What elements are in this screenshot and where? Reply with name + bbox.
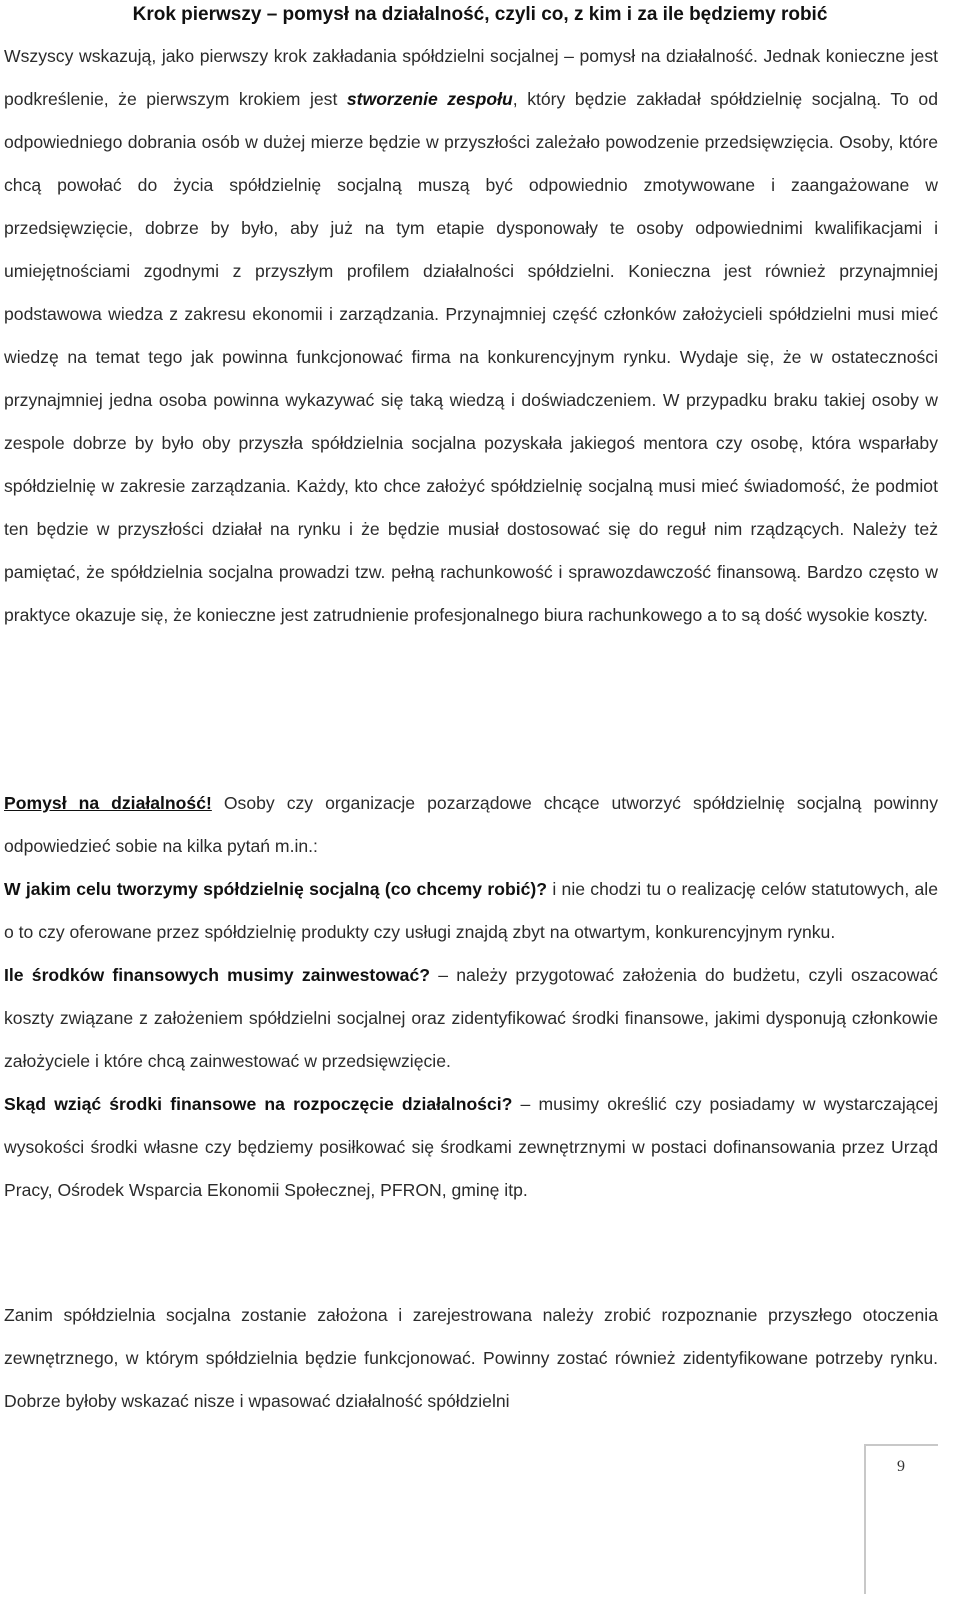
question-3 (4, 1083, 938, 1212)
question-1-text: i nie chodzi tu o realizację celów statutowych, ale o to czy oferowane przez spółdzielnię produkty czy usługi znajdą zbyt na otwartym, konkurencyjnym rynku. (4, 879, 938, 942)
question-1 (4, 868, 938, 954)
idea-section (4, 782, 938, 1212)
idea-intro (4, 782, 938, 868)
closing-paragraph: Zanim spółdzielnia socjalna zostanie założona i zarejestrowana należy zrobić rozpoznanie przyszłego otoczenia zewnętrznego, w którym spółdzielnia będzie funkcjonować. Powinny zostać również zidentyfikowane potrzeby rynku. Dobrze byłoby wskazać nisze i wpasować działalność spółdzielni (4, 1305, 938, 1411)
question-3-title: Skąd wziąć środki finansowe na rozpoczęcie działalności? (4, 1094, 513, 1114)
intro-text-1: Wszyscy wskazują, jako pierwszy krok zakładania spółdzielni socjalnej – pomysł na działalność. Jednak konieczne jest podkreślenie, że pierwszym krokiem jest (4, 46, 938, 109)
intro-text-2: , który będzie zakładał spółdzielnię socjalną. To od odpowiedniego dobrania osób w dużej mierze będzie w przyszłości zależało powodzenie przedsięwzięcia. Osoby, które chcą powołać do życia spółdzielnię socjalną muszą być odpowiednio zmotywowane i zaangażowane w przedsięwzięcie, dobrze by było, aby już na tym etapie dysponowały te osoby odpowiednimi kwalifikacjami i umiejętnościami zgodnymi z przyszłym profilem działalności spółdzielni. Konieczna jest również przynajmniej podstawowa wiedza z zakresu ekonomii i zarządzania. Przynajmniej część członków założycieli spółdzielni musi mieć wiedzę na temat tego jak powinna funkcjonować firma na konkurencyjnym rynku. Wydaje się, że w ostateczności przynajmniej jedna osoba powinna wykazywać się taką wiedzą i doświadczeniem. W przypadku braku takiej osoby w zespole dobrze by było oby przyszła spółdzielnia socjalna pozyskała jakiegoś mentora czy osobę, która wsparłaby spółdzielnię w zakresie zarządzania. Każdy, kto chce założyć spółdzielnię socjalną musi mieć świadomość, że podmiot ten będzie w przyszłości działał na rynku i że będzie musiał dostosować się do reguł nim rządzących. Należy też pamiętać, że spółdzielnia socjalna prowadzi tzw. pełną rachunkowość i sprawozdawczość finansową. Bardzo często w praktyce okazuje się, że konieczne jest zatrudnienie profesjonalnego biura rachunkowego a to są dość wysokie koszty. (4, 89, 938, 625)
section-heading: Krok pierwszy – pomysł na działalność, czyli co, z kim i za ile będziemy robić (132, 4, 828, 25)
question-2 (4, 954, 938, 1083)
intro-paragraph (4, 35, 938, 637)
idea-text: Osoby czy organizacje pozarządowe chcące utworzyć spółdzielnię socjalną powinny odpowiedzieć sobie na kilka pytań m.in.: (4, 793, 939, 856)
question-1-title: W jakim celu tworzymy spółdzielnię socjalną (co chcemy robić)? (4, 879, 548, 899)
question-2-text: – należy przygotować założenia do budżetu, czyli oszacować koszty związane z założeniem spółdzielni socjalnej oraz zidentyfikować środki finansowe, jakimi dysponują członkowie założyciele i które chcą zainwestować w przedsięwzięcie. (4, 965, 938, 1071)
question-3-text: – musimy określić czy posiadamy w wystarczającej wysokości środki własne czy będziemy posiłkować się środkami zewnętrznymi w postaci dofinansowania przez Urząd Pracy, Ośrodek Wsparcia Ekonomii Społecznej, PFRON, gminę itp. (4, 1094, 938, 1200)
idea-label: Pomysł na działalność! (4, 793, 212, 813)
intro-emphasis: stworzenie zespołu (346, 89, 513, 109)
question-2-title: Ile środków finansowych musimy zainwestować? (4, 965, 430, 985)
page-number: 9 (897, 1458, 905, 1475)
